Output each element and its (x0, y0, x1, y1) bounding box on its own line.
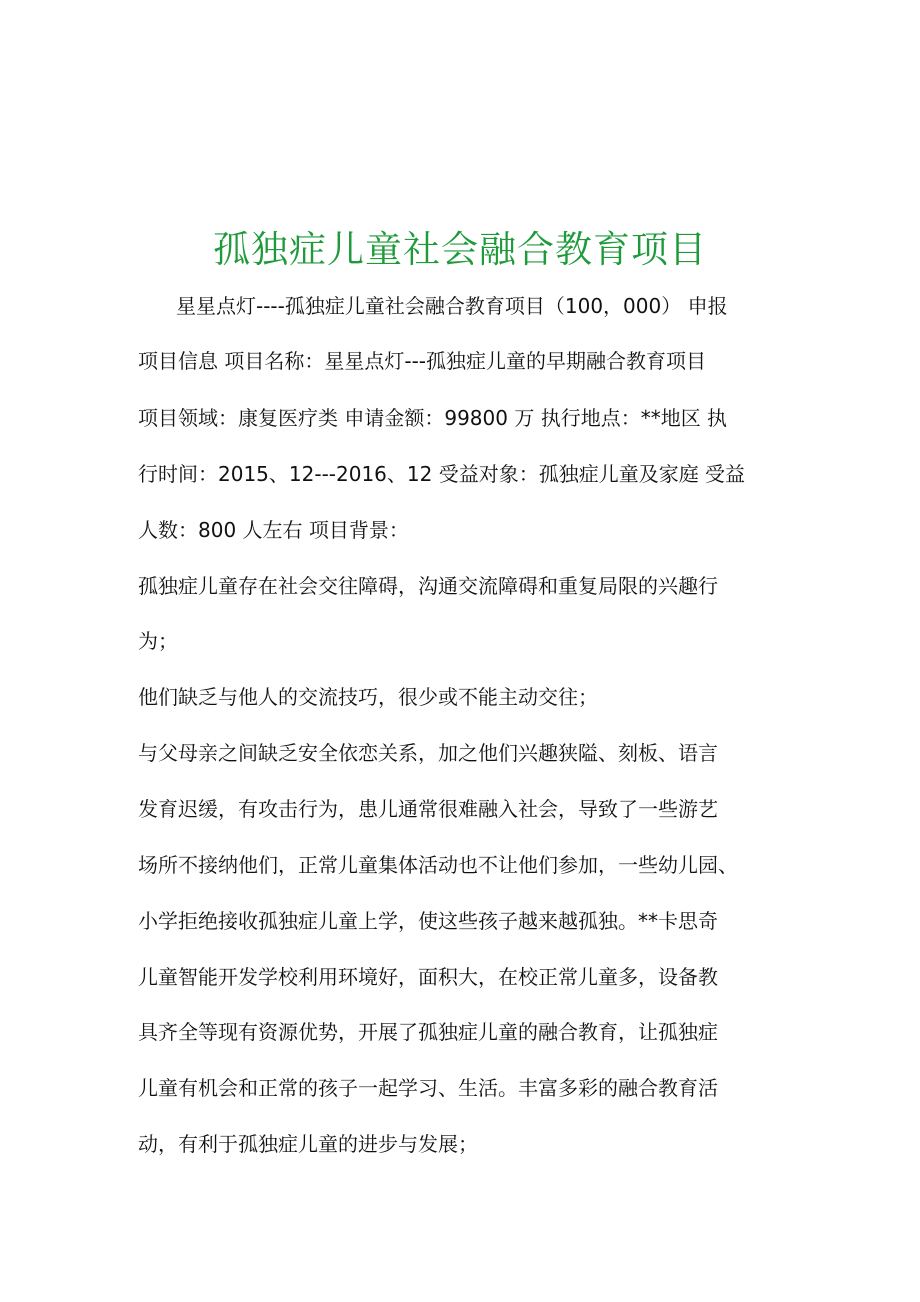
body-line: 行时间：2015、12---2016、12 受益对象：孤独症儿童及家庭 受益 (138, 462, 746, 486)
body-line: 儿童智能开发学校利用环境好，面积大，在校正常儿童多，设备教 (138, 965, 718, 989)
document-title: 孤独症儿童社会融合教育项目 (213, 228, 707, 271)
body-line: 他们缺乏与他人的交流技巧，很少或不能主动交往； (138, 685, 598, 709)
body-line: 儿童有机会和正常的孩子一起学习、生活。丰富多彩的融合教育活 (138, 1076, 718, 1100)
body-line: 为； (138, 629, 178, 653)
body-line: 孤独症儿童存在社会交往障碍，沟通交流障碍和重复局限的兴趣行 (138, 574, 718, 598)
body-line: 场所不接纳他们，正常儿童集体活动也不让他们参加，一些幼儿园、 (138, 853, 738, 877)
body-line: 具齐全等现有资源优势，开展了孤独症儿童的融合教育，让孤独症 (138, 1020, 718, 1044)
body-line: 项目信息 项目名称：星星点灯---孤独症儿童的早期融合教育项目 (138, 349, 707, 373)
body-line: 小学拒绝接收孤独症儿童上学，使这些孩子越来越孤独。**卡思奇 (138, 909, 718, 933)
body-line: 星星点灯----孤独症儿童社会融合教育项目（100，000） 申报 (176, 294, 728, 318)
body-line: 项目领域：康复医疗类 申请金额：99800 万 执行地点：**地区 执 (138, 406, 728, 430)
body-line: 与父母亲之间缺乏安全依恋关系，加之他们兴趣狭隘、刻板、语言 (138, 741, 718, 765)
body-line: 发育迟缓，有攻击行为，患儿通常很难融入社会，导致了一些游艺 (138, 797, 718, 821)
body-line: 动，有利于孤独症儿童的进步与发展； (138, 1132, 478, 1156)
body-line: 人数：800 人左右 项目背景： (138, 518, 409, 542)
